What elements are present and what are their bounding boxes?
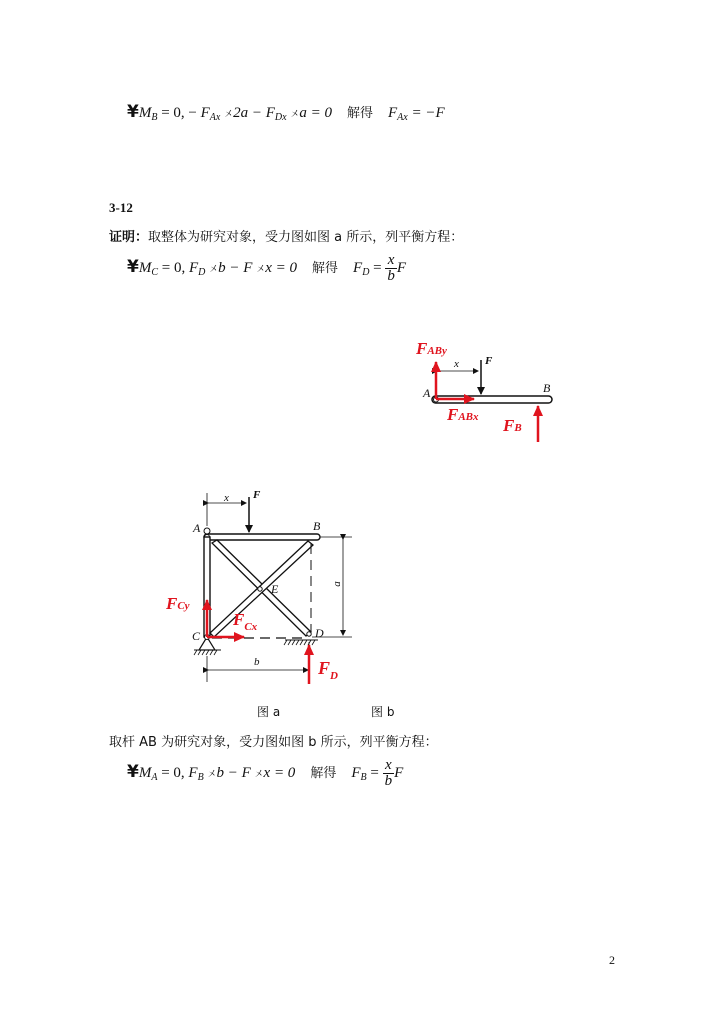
label-fcx: $F_{Cx}$ xyxy=(233,610,258,633)
label-b-b: B xyxy=(543,381,551,395)
section-heading: 3-12 xyxy=(109,200,133,215)
label-fabx: FABx xyxy=(447,405,479,424)
label-x-a: x xyxy=(224,492,229,504)
fraction: $\frac{x}{b}$ xyxy=(384,757,393,789)
label-faby: FABy xyxy=(416,339,447,358)
ground-hatch-c xyxy=(194,650,217,655)
equation-moment-a: $¥M_A = 0$, $F_B$ 㐅b − F 㐅x = 0 解得 $F_B$ = $\frac{x}{b}$ F xyxy=(127,757,404,789)
equation-moment-c: $¥M_C = 0$, $F_D$ 㐅b − F 㐅x = 0 解得 $F_D$ = $\frac{x}{b}$ F xyxy=(127,252,407,284)
sigma-symbol: ¥ xyxy=(127,256,139,277)
label-a-b: A xyxy=(423,386,431,400)
label-e: E xyxy=(271,582,279,596)
equation-moment-b: $¥M_B = 0$, − $F_{Ax}$ 㐅$2a - F_{Dx}$ 㐅a = 0 解得 $F_{Ax} = -F$ xyxy=(127,102,445,123)
label-a-a: A xyxy=(193,521,201,535)
label-fcy: FCy xyxy=(166,594,190,613)
pin-d xyxy=(307,632,311,636)
proof-paragraph: 证明：取整体为研究对象，受力图如图 a 所示，列平衡方程： xyxy=(109,230,464,245)
label-fd: $F_D$ xyxy=(318,658,338,682)
paragraph-rod-ab: 取杆 AB 为研究对象，受力图如图 b 所示，列平衡方程： xyxy=(109,735,438,750)
label-fb: FB xyxy=(503,416,522,435)
label-f-b: F xyxy=(485,355,493,367)
label-b-dim: b xyxy=(254,656,260,668)
label-x-b: x xyxy=(454,358,459,370)
page-number: 2 xyxy=(609,953,615,967)
sigma-symbol: ¥ xyxy=(127,102,139,122)
fraction: $\frac{x}{b}$ xyxy=(387,252,395,284)
proof-label: 证明： xyxy=(109,230,149,245)
label-a-dim: a xyxy=(330,581,343,587)
caption-figure-b: 图 b xyxy=(371,705,395,719)
label-f-a: F xyxy=(253,489,261,501)
pin-e xyxy=(258,587,262,591)
ground-hatch-d xyxy=(284,640,315,645)
caption-figure-a: 图 a xyxy=(257,705,281,719)
label-b-a: B xyxy=(313,519,321,533)
sigma-symbol: ¥ xyxy=(127,761,139,782)
label-d: D xyxy=(315,626,324,640)
label-c: C xyxy=(192,629,201,643)
frame-beam-ab xyxy=(204,534,320,540)
